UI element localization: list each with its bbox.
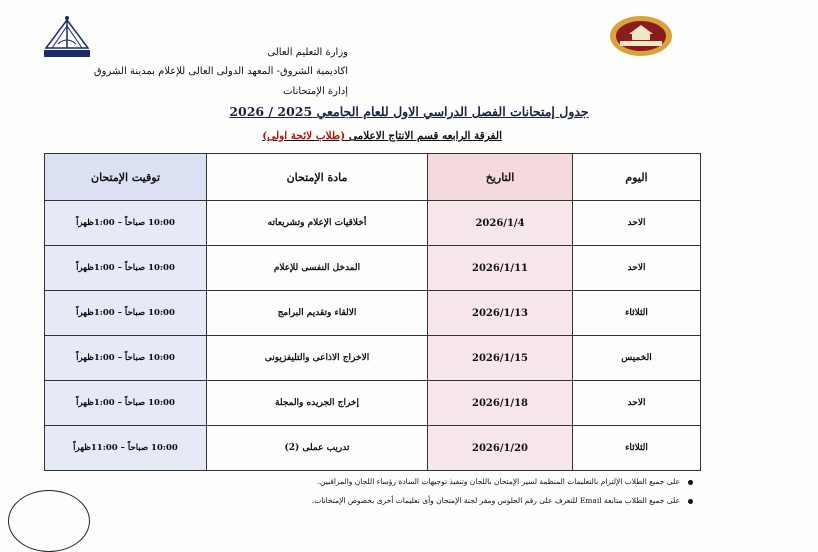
cell-subject: تدريب عملى (2) — [207, 426, 428, 471]
subtitle-regulation: (طلاب لائحة اولى) — [262, 130, 346, 142]
shorouk-academy-logo — [608, 12, 674, 58]
cell-date: 2026/1/13 — [428, 291, 573, 336]
bullet-icon — [688, 480, 693, 485]
note-text: على جميع الطلاب متابعة Email للتعرف على رقم الجلوس ومقر لجنة الإمتحان وأى تعليمات أخرى بخصوص الإمتحانات. — [311, 496, 680, 505]
header-time: توقيت الإمتحان — [45, 154, 207, 201]
header-date: التاريخ — [428, 154, 573, 201]
cell-subject: أخلاقيات الإعلام وتشريعاته — [207, 201, 428, 246]
institute-emblem-icon — [40, 14, 94, 58]
bullet-icon — [688, 499, 693, 504]
department-name: إدارة الإمتحانات — [283, 86, 348, 97]
cell-day: الاحد — [573, 381, 701, 426]
table-row — [45, 381, 701, 426]
shorouk-academy-emblem-icon — [608, 12, 674, 58]
cell-subject: الالقاء وتقديم البرامج — [207, 291, 428, 336]
cell-day: الاحد — [573, 201, 701, 246]
page-title: جدول إمتحانات الفصل الدراسي الاول للعام الجامعي 2025 / 2026 — [229, 104, 589, 119]
table-row — [45, 201, 701, 246]
cell-subject: المدخل النفسى للإعلام — [207, 246, 428, 291]
list-item — [312, 472, 693, 491]
cell-date: 2026/1/18 — [428, 381, 573, 426]
cell-subject: الاخراج الاذاعى والتليفزيونى — [207, 336, 428, 381]
list-item — [312, 491, 693, 510]
subtitle-level: الفرقة الرابعه قسم الانتاج الاعلامى — [348, 130, 502, 142]
cell-day: الثلاثاء — [573, 426, 701, 471]
institute-logo — [40, 14, 94, 58]
cell-time: 10:00 صباحاً – 1:00ظهراً — [45, 201, 207, 246]
table-row — [45, 426, 701, 471]
header-day: اليوم — [573, 154, 701, 201]
cell-day: الثلاثاء — [573, 291, 701, 336]
header-subject: مادة الإمتحان — [207, 154, 428, 201]
cell-date: 2026/1/4 — [428, 201, 573, 246]
cell-time: 10:00 صباحاً – 11:00ظهراً — [45, 426, 207, 471]
cell-time: 10:00 صباحاً – 1:00ظهراً — [45, 336, 207, 381]
cell-day: الخميس — [573, 336, 701, 381]
table-row — [45, 291, 701, 336]
instructions-list — [312, 472, 693, 510]
academy-name: اكاديمية الشروق- المعهد الدولى العالى للإعلام بمدينة الشروق — [93, 66, 348, 77]
cell-day: الاحد — [573, 246, 701, 291]
cell-time: 10:00 صباحاً – 1:00ظهراً — [45, 381, 207, 426]
cell-subject: إخراج الجريده والمجلة — [207, 381, 428, 426]
exam-schedule-table — [44, 153, 701, 471]
table-header-row — [45, 154, 701, 201]
cell-time: 10:00 صباحاً – 1:00ظهراً — [45, 246, 207, 291]
cell-date: 2026/1/20 — [428, 426, 573, 471]
cell-date: 2026/1/15 — [428, 336, 573, 381]
subtitle — [262, 130, 502, 142]
cell-time: 10:00 صباحاً – 1:00ظهراً — [45, 291, 207, 336]
table-row — [45, 336, 701, 381]
table-row — [45, 246, 701, 291]
stamp-outline — [8, 490, 90, 552]
cell-date: 2026/1/11 — [428, 246, 573, 291]
ministry-name: وزارة التعليم العالى — [267, 47, 348, 58]
note-text: على جميع الطلاب الإلتزام بالتعليمات المنظمة لسير الإمتحان باللجان وتنفيذ توجيهات السادة رؤساء اللجان والمراقبين. — [317, 477, 680, 486]
